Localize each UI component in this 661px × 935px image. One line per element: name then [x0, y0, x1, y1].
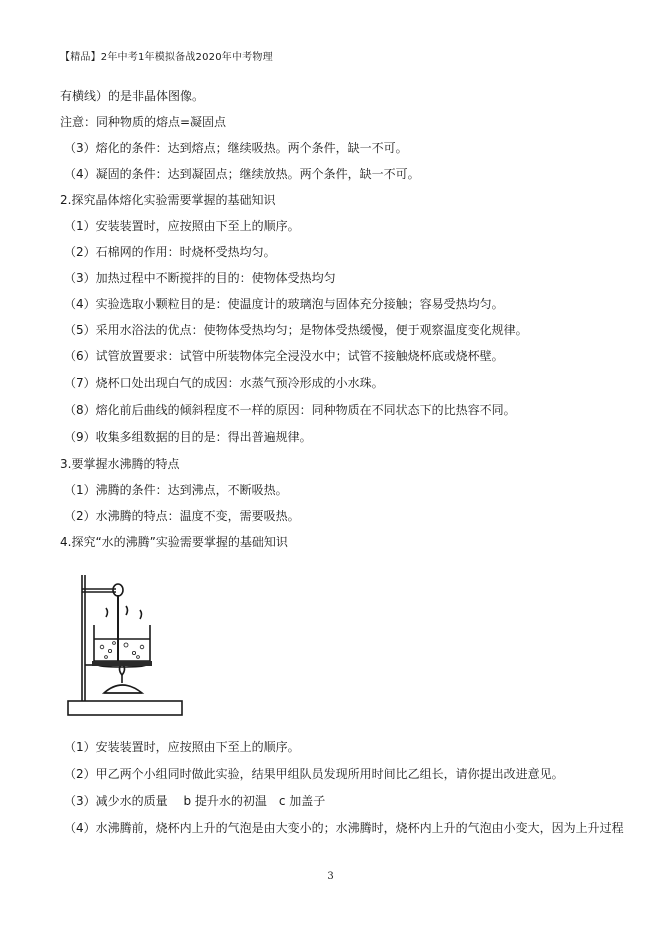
text-line: 有横线）的是非晶体图像。 [60, 89, 205, 103]
list-item: （2）石棉网的作用：时烧杯受热均匀。 [64, 245, 276, 259]
note-line: 注意：同种物质的熔点=凝固点 [60, 115, 227, 129]
list-item: （2）水沸腾的特点：温度不变，需要吸热。 [64, 509, 300, 523]
list-item: （7）烧杯口处出现白气的成因：水蒸气预冷形成的小水珠。 [64, 376, 384, 390]
page-number: 3 [327, 871, 334, 882]
text-line: （4）凝固的条件：达到凝固点；继续放热。两个条件，缺一不可。 [64, 167, 420, 181]
list-item: （4）水沸腾前，烧杯内上升的气泡是由大变小的；水沸腾时，烧杯内上升的气泡由小变大，因为上升过程 [64, 821, 624, 835]
text-line: （3）熔化的条件：达到熔点；继续吸热。两个条件，缺一不可。 [64, 141, 408, 155]
list-item: （8）熔化前后曲线的倾斜程度不一样的原因：同种物质在不同状态下的比热容不同。 [64, 403, 516, 417]
list-item: （1）安装装置时，应按照由下至上的顺序。 [64, 740, 300, 754]
list-item: （2）甲乙两个小组同时做此实验，结果甲组队员发现所用时间比乙组长，请你提出改进意见。 [64, 767, 564, 781]
boiling-apparatus-figure [64, 565, 186, 720]
section-heading: 2.探究晶体熔化实验需要掌握的基础知识 [60, 193, 276, 207]
list-item: （5）采用水浴法的优点：使物体受热均匀；是物体受热缓慢，便于观察温度变化规律。 [64, 323, 528, 337]
list-item: （1）沸腾的条件：达到沸点，不断吸热。 [64, 483, 288, 497]
section-heading: 4.探究“水的沸腾”实验需要掌握的基础知识 [60, 535, 288, 549]
list-item: （6）试管放置要求：试管中所装物体完全浸没水中；试管不接触烧杯底或烧杯壁。 [64, 349, 504, 363]
list-item: （4）实验选取小颗粒目的是：使温度计的玻璃泡与固体充分接触；容易受热均匀。 [64, 297, 504, 311]
list-item: （3）加热过程中不断搅拌的目的：使物体受热均匀 [64, 271, 336, 285]
list-item: （9）收集多组数据的目的是：得出普遍规律。 [64, 430, 312, 444]
list-item: （1）安装装置时，应按照由下至上的顺序。 [64, 219, 300, 233]
section-heading: 3.要掌握水沸腾的特点 [60, 457, 180, 471]
page-header: 【精品】2年中考1年模拟备战2020年中考物理 [60, 52, 273, 63]
list-item: （3）减少水的质量 b 提升水的初温 c 加盖子 [64, 794, 326, 808]
